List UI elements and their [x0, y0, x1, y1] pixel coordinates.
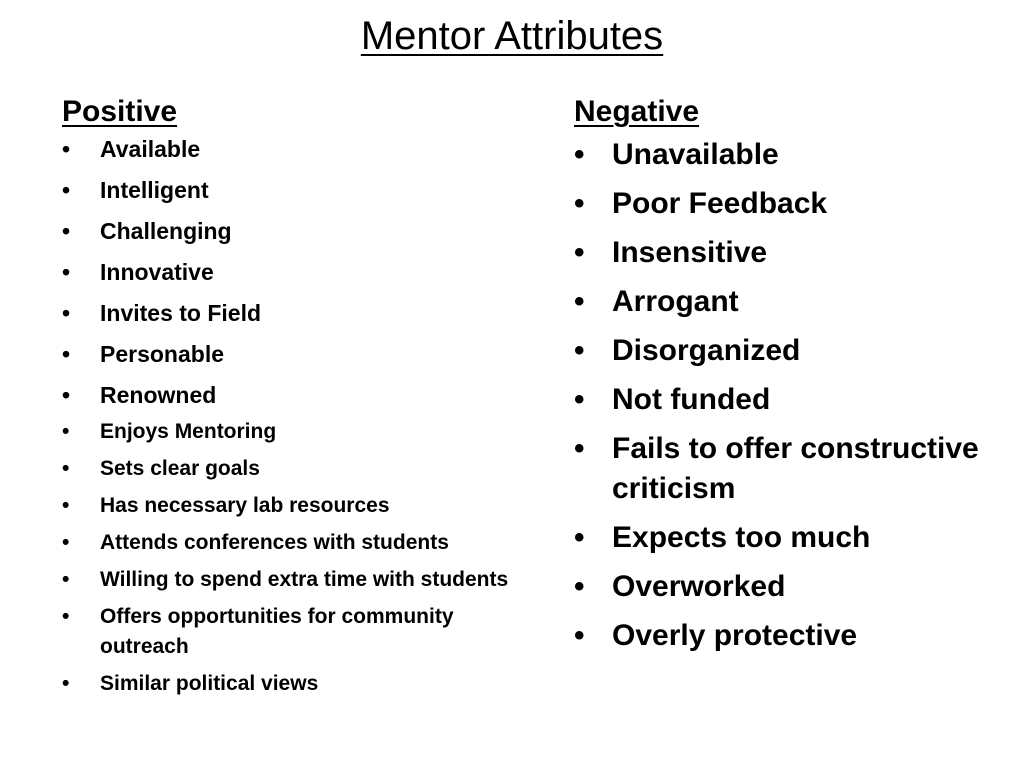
list-item [62, 381, 542, 409]
list-item [62, 340, 542, 368]
list-item [574, 233, 1014, 273]
bullet-icon: • [574, 138, 585, 171]
list-item-text: Attends conferences with students [100, 531, 449, 554]
list-item-text: Expects too much [612, 521, 871, 554]
list-item [62, 491, 542, 521]
list-item [62, 417, 542, 447]
list-item [62, 217, 542, 245]
bullet-icon: • [62, 605, 70, 628]
list-item [62, 528, 542, 558]
slide-title: Mentor Attributes [360, 14, 664, 58]
bullet-icon: • [62, 218, 71, 244]
list-item-text: Willing to spend extra time with students [100, 568, 509, 591]
list-item-text: Unavailable [612, 138, 779, 171]
bullet-icon: • [62, 420, 70, 443]
negative-heading: Negative [574, 95, 700, 128]
list-item [62, 565, 542, 595]
list-item-text: Renowned [100, 382, 217, 408]
list-item [574, 380, 1014, 420]
list-item [574, 135, 1014, 175]
bullet-icon: • [574, 619, 585, 652]
list-item [62, 669, 542, 699]
bullet-icon: • [574, 383, 585, 416]
bullet-icon: • [574, 521, 585, 554]
list-item-text: Challenging [100, 218, 232, 244]
list-item-text: Innovative [100, 259, 214, 285]
list-item-text: Intelligent [100, 177, 209, 203]
bullet-icon: • [574, 236, 585, 269]
list-item [574, 184, 1014, 224]
list-item-text: Insensitive [612, 236, 768, 269]
list-item [62, 454, 542, 484]
negative-list [574, 135, 1014, 656]
bullet-icon: • [574, 187, 585, 220]
list-item-text: Overworked [612, 570, 786, 603]
list-item-text: Poor Feedback [612, 187, 828, 220]
list-item [62, 258, 542, 286]
list-item-text: Has necessary lab resources [100, 494, 390, 517]
list-item-text: Arrogant [612, 285, 739, 318]
list-item [574, 518, 1014, 558]
bullet-icon: • [574, 432, 585, 465]
list-item-text: Available [100, 136, 201, 162]
list-item [574, 331, 1014, 371]
list-item-text: Offers opportunities for community outreach [100, 605, 454, 658]
bullet-icon: • [62, 568, 70, 591]
list-item [62, 299, 542, 327]
list-item [574, 429, 1014, 509]
positive-heading: Positive [62, 95, 178, 128]
bullet-icon: • [62, 177, 71, 203]
list-item [62, 602, 542, 662]
bullet-icon: • [62, 341, 71, 367]
bullet-icon: • [574, 285, 585, 318]
list-item-text: Fails to offer constructive criticism [612, 432, 979, 505]
bullet-icon: • [62, 259, 71, 285]
bullet-icon: • [62, 531, 70, 554]
bullet-icon: • [62, 136, 71, 162]
list-item-text: Overly protective [612, 619, 858, 652]
negative-column [574, 94, 1014, 665]
list-item-text: Personable [100, 341, 224, 367]
list-item [574, 567, 1014, 607]
list-item-text: Sets clear goals [100, 457, 260, 480]
list-item-text: Similar political views [100, 672, 319, 695]
bullet-icon: • [62, 382, 71, 408]
list-item [574, 616, 1014, 656]
list-item-text: Enjoys Mentoring [100, 420, 277, 443]
bullet-icon: • [62, 494, 70, 517]
bullet-icon: • [574, 570, 585, 603]
list-item-text: Not funded [612, 383, 771, 416]
list-item [62, 176, 542, 204]
list-item [62, 135, 542, 163]
positive-column [62, 94, 542, 699]
positive-list [62, 135, 542, 699]
bullet-icon: • [62, 672, 70, 695]
bullet-icon: • [62, 300, 71, 326]
list-item [574, 282, 1014, 322]
bullet-icon: • [574, 334, 585, 367]
list-item-text: Invites to Field [100, 300, 262, 326]
bullet-icon: • [62, 457, 70, 480]
list-item-text: Disorganized [612, 334, 801, 367]
